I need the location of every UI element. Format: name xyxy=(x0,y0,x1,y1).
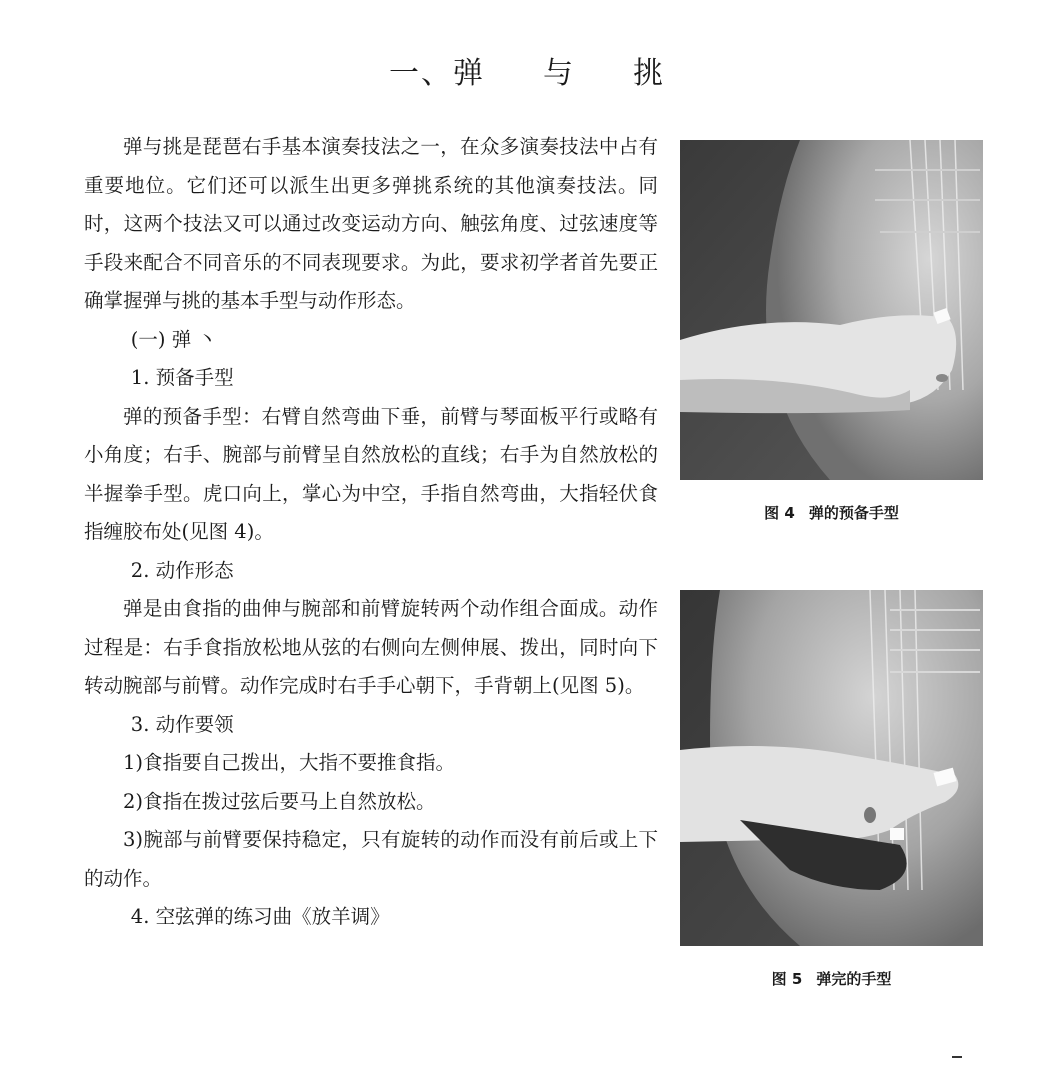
ready-hand-paragraph: 弹的预备手型：右臂自然弯曲下垂，前臂与琴面板平行或略有小角度；右手、腕部与前臂呈自然放松的直线；右手为自然放松的半握拳手型。虎口向上，掌心为中空，手指自然弯曲，大指轻伏食指缠胶布处(见图 4)。 xyxy=(84,404,658,543)
essential-point-1: 1)食指要自己拨出，大指不要推食指。 xyxy=(123,751,456,774)
figure-4-title: 弹的预备手型 xyxy=(808,504,899,522)
essential-point-3: 3)腕部与前臂要保持稳定，只有旋转的动作而没有前后或上下的动作。 xyxy=(84,828,658,890)
figure-5-number: 图 5 xyxy=(771,970,803,988)
page-title xyxy=(0,48,1054,92)
section-heading-tan: (一) 弹 丶 xyxy=(130,327,217,351)
figure-4 xyxy=(680,140,983,523)
subheading-motion-form: 2. 动作形态 xyxy=(130,558,234,582)
subheading-motion-essentials: 3. 动作要领 xyxy=(130,712,234,736)
photo-finished-hand xyxy=(680,590,983,946)
title-part-3: 挑 xyxy=(633,56,665,91)
figure-4-number: 图 4 xyxy=(764,504,795,522)
intro-paragraph: 弹与挑是琵琶右手基本演奏技法之一，在众多演奏技法中占有重要地位。它们还可以派生出更多弹挑系统的其他演奏技法。同时，这两个技法又可以通过改变运动方向、触弦角度、过弦速度等手段来配合不同音乐的不同表现要求。为此，要求初学者首先要正确掌握弹与挑的基本手型与动作形态。 xyxy=(84,135,658,312)
figure-5-title: 弹完的手型 xyxy=(816,970,892,988)
essential-point-2: 2)食指在拨过弦后要马上自然放松。 xyxy=(123,789,436,813)
subheading-practice-piece: 4. 空弦弹的练习曲《放羊调》 xyxy=(130,905,390,928)
title-part-2: 与 xyxy=(543,56,575,91)
figure-4-caption xyxy=(680,502,983,523)
photo-ready-hand xyxy=(680,140,983,480)
subheading-ready-hand: 1. 预备手型 xyxy=(130,366,234,389)
figure-5-caption xyxy=(680,968,983,989)
body-text-column xyxy=(84,128,658,937)
page-edge-mark xyxy=(952,1056,962,1058)
motion-form-paragraph: 弹是由食指的曲伸与腕部和前臂旋转两个动作组合面成。动作过程是：右手食指放松地从弦的右侧向左侧伸展、拨出，同时向下转动腕部与前臂。动作完成时右手手心朝下，手背朝上(见图 5)。 xyxy=(84,597,658,697)
title-part-1: 一、弹 xyxy=(389,56,485,91)
figure-5 xyxy=(680,590,983,989)
